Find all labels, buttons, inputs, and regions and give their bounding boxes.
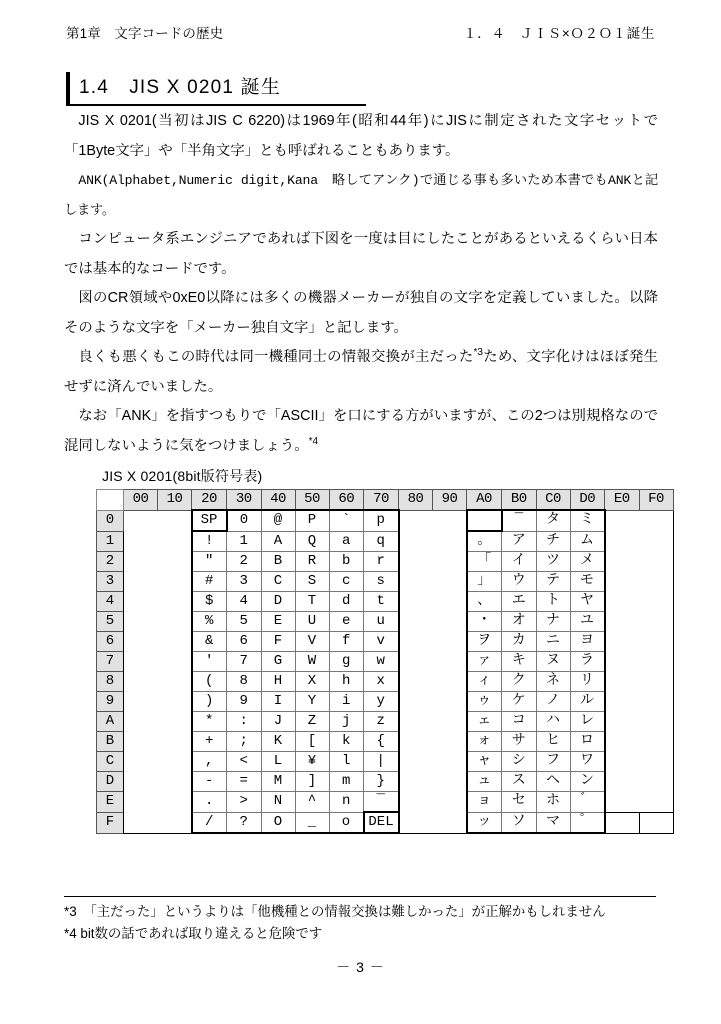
- table-control-region-c0: [124, 510, 192, 833]
- table-cell-C07: ヌ: [536, 652, 570, 672]
- table-col-header-F0: F0: [639, 490, 673, 511]
- table-row-header-E: E: [97, 792, 124, 813]
- table-cell-C01: チ: [536, 531, 570, 552]
- paragraph-3: コンピュータ系エンジニアであれば下図を一度は目にしたことがあるといえるくらい日本では基本的なコードです。: [64, 231, 658, 277]
- table-cell-508: X: [295, 672, 329, 692]
- table-cell-A0D: ュ: [467, 772, 502, 792]
- table-cell-60D: m: [329, 772, 364, 792]
- table-cell-509: Y: [295, 692, 329, 712]
- section-heading: 1.4 JIS X 0201 誕生: [66, 72, 366, 106]
- table-cell-A00: [467, 510, 502, 531]
- table-cell-702: r: [364, 552, 399, 572]
- table-cell-506: V: [295, 632, 329, 652]
- paragraph-2-text: ANK(Alphabet,Numeric digit,Kana 略してアンク)で通じる事も多いため本書でもANKと記します。: [64, 173, 658, 218]
- table-cell-D07: ラ: [570, 652, 605, 672]
- table-row-header-D: D: [97, 772, 124, 792]
- table-col-header-20: 20: [192, 490, 227, 511]
- table-corner-cell: [97, 490, 124, 511]
- table-cell-D03: モ: [570, 572, 605, 592]
- table-cell-201: !: [192, 531, 227, 552]
- table-cell-50B: [: [295, 732, 329, 752]
- table-cell-C05: ナ: [536, 612, 570, 632]
- table-cell-207: ': [192, 652, 227, 672]
- table-cell-A07: ァ: [467, 652, 502, 672]
- table-cell-401: A: [261, 531, 295, 552]
- table-cell-20C: ,: [192, 752, 227, 772]
- table-cell-D01: ム: [570, 531, 605, 552]
- table-cell-B04: エ: [502, 592, 537, 612]
- table-cell-D0E: ゛: [570, 792, 605, 813]
- paragraph-6-text: なお「ANK」を指すつもりで「ASCII」を口にする方がいますが、この2つは別規格なので混同しないように気をつけましょう。: [64, 408, 658, 454]
- table-cell-50F: _: [295, 812, 329, 833]
- table-cell-C0F: マ: [536, 812, 570, 833]
- table-cell-407: G: [261, 652, 295, 672]
- table-cell-D0C: ワ: [570, 752, 605, 772]
- footnotes: [64, 901, 664, 945]
- table-row-header-2: 2: [97, 552, 124, 572]
- paragraph-1: JIS X 0201(当初はJIS C 6220)は1969年(昭和44年)にJISに制定された文字セットで「1Byte文字」や「半角文字」とも呼ばれることもあります。: [64, 113, 658, 159]
- table-cell-300: 0: [227, 510, 262, 531]
- table-cell-60B: k: [329, 732, 364, 752]
- table-cell-B09: ケ: [502, 692, 537, 712]
- table-cell-60A: j: [329, 712, 364, 732]
- paragraph-5-text: 良くも悪くもこの時代は同一機種同士の情報交換が主だった: [78, 349, 474, 365]
- table-col-header-10: 10: [158, 490, 192, 511]
- table-cell-500: P: [295, 510, 329, 531]
- table-cell-302: 2: [227, 552, 262, 572]
- table-cell-C02: ツ: [536, 552, 570, 572]
- table-cell-C0D: ヘ: [536, 772, 570, 792]
- table-cell-507: W: [295, 652, 329, 672]
- footnote-4: *4 bit数の話であれば取り違えると危険です: [64, 926, 323, 941]
- table-col-header-E0: E0: [605, 490, 640, 511]
- table-cell-B06: カ: [502, 632, 537, 652]
- table-row-header-C: C: [97, 752, 124, 772]
- paragraph-5: [64, 343, 658, 402]
- table-cell-703: s: [364, 572, 399, 592]
- table-cell-D0F: ゜: [570, 812, 605, 833]
- table-cell-20E: .: [192, 792, 227, 813]
- paragraph-2: [64, 166, 658, 225]
- table-cell-C06: ニ: [536, 632, 570, 652]
- table-cell-503: S: [295, 572, 329, 592]
- table-cell-B07: キ: [502, 652, 537, 672]
- table-cell-C04: ト: [536, 592, 570, 612]
- table-cell-304: 4: [227, 592, 262, 612]
- table-cell-A02: 「: [467, 552, 502, 572]
- table-cell-306: 6: [227, 632, 262, 652]
- table-cell-601: a: [329, 531, 364, 552]
- paragraph-6: [64, 402, 658, 461]
- paragraph-4: 図のCR領域や0xE0以降には多くの機器メーカーが独自の文字を定義していました。以降そのような文字を「メーカー独自文字」と記します。: [64, 290, 658, 336]
- table-row-header-3: 3: [97, 572, 124, 592]
- table-cell-600: `: [329, 510, 364, 531]
- table-col-header-C0: C0: [536, 490, 570, 511]
- table-row: [97, 510, 674, 531]
- table-cell-70D: }: [364, 772, 399, 792]
- table-cell-208: (: [192, 672, 227, 692]
- table-cell-60C: l: [329, 752, 364, 772]
- table-cell-A05: ・: [467, 612, 502, 632]
- table-cell-30C: <: [227, 752, 262, 772]
- table-cell-B0D: ス: [502, 772, 537, 792]
- table-cell-C0A: ハ: [536, 712, 570, 732]
- table-cell-305: 5: [227, 612, 262, 632]
- table-cell-30D: =: [227, 772, 262, 792]
- table-cell-605: e: [329, 612, 364, 632]
- table-cell-409: I: [261, 692, 295, 712]
- table-cell-50C: ¥: [295, 752, 329, 772]
- table-cell-A0A: ェ: [467, 712, 502, 732]
- table-cell-30E: >: [227, 792, 262, 813]
- table-cell-40D: M: [261, 772, 295, 792]
- table-cell-70E: ‾: [364, 792, 399, 813]
- table-cell-40F: O: [261, 812, 295, 833]
- table-col-header-40: 40: [261, 490, 295, 511]
- table-cell-C0E: ホ: [536, 792, 570, 813]
- table-cell-C03: テ: [536, 572, 570, 592]
- running-header-chapter: 第1章 文字コードの歴史: [66, 26, 224, 41]
- table-cell-609: i: [329, 692, 364, 712]
- table-cell-E0F: [605, 812, 640, 833]
- table-cell-309: 9: [227, 692, 262, 712]
- footnote-divider: [64, 896, 656, 897]
- table-cell-404: D: [261, 592, 295, 612]
- table-cell-206: &: [192, 632, 227, 652]
- table-cell-A08: ィ: [467, 672, 502, 692]
- running-header-section: １．４ ＪＩＳ×Ｏ２Ｏ１誕生: [463, 26, 655, 41]
- table-cell-501: Q: [295, 531, 329, 552]
- table-col-header-60: 60: [329, 490, 364, 511]
- table-cell-20F: /: [192, 812, 227, 833]
- table-cell-20B: +: [192, 732, 227, 752]
- table-cell-502: R: [295, 552, 329, 572]
- table-cell-B08: ク: [502, 672, 537, 692]
- table-cell-30B: ;: [227, 732, 262, 752]
- table-cell-D0A: レ: [570, 712, 605, 732]
- table-cell-70B: {: [364, 732, 399, 752]
- table-cell-50E: ^: [295, 792, 329, 813]
- table-cell-603: c: [329, 572, 364, 592]
- table-cell-707: w: [364, 652, 399, 672]
- table-cell-B02: イ: [502, 552, 537, 572]
- table-cell-60F: o: [329, 812, 364, 833]
- table-cell-C00: タ: [536, 510, 570, 531]
- table-caption: JIS X 0201(8bit版符号表): [102, 468, 263, 484]
- table-row-header-9: 9: [97, 692, 124, 712]
- table-cell-C09: ノ: [536, 692, 570, 712]
- table-cell-20D: -: [192, 772, 227, 792]
- table-cell-B03: ウ: [502, 572, 537, 592]
- table-cell-607: g: [329, 652, 364, 672]
- footnote-3: *3 「主だった」というよりは「他機種との情報交換は難しかった」が正解かもしれません: [64, 904, 606, 919]
- table-row-header-8: 8: [97, 672, 124, 692]
- table-cell-D09: ル: [570, 692, 605, 712]
- table-cell-209: ): [192, 692, 227, 712]
- table-cell-705: u: [364, 612, 399, 632]
- table-cell-50D: ]: [295, 772, 329, 792]
- table-col-header-B0: B0: [502, 490, 537, 511]
- table-cell-A04: 、: [467, 592, 502, 612]
- table-col-header-00: 00: [124, 490, 158, 511]
- table-header-row: [97, 490, 674, 511]
- paragraph-5-text-cont: ため、文字化けはほぼ発生せずに済んでいました。: [64, 349, 658, 395]
- table-cell-303: 3: [227, 572, 262, 592]
- table-body: [97, 510, 674, 833]
- table-cell-B0B: サ: [502, 732, 537, 752]
- table-cell-205: %: [192, 612, 227, 632]
- table-row-header-1: 1: [97, 531, 124, 552]
- table-cell-C0C: フ: [536, 752, 570, 772]
- table-cell-40B: K: [261, 732, 295, 752]
- table-cell-704: t: [364, 592, 399, 612]
- table-cell-604: d: [329, 592, 364, 612]
- table-cell-405: E: [261, 612, 295, 632]
- table-head: [97, 490, 674, 511]
- table-cell-701: q: [364, 531, 399, 552]
- table-row-header-7: 7: [97, 652, 124, 672]
- table-cell-B05: オ: [502, 612, 537, 632]
- table-cell-D05: ユ: [570, 612, 605, 632]
- table-cell-70A: z: [364, 712, 399, 732]
- jis-code-table-block: [96, 466, 674, 834]
- table-col-header-90: 90: [433, 490, 467, 511]
- table-cell-709: y: [364, 692, 399, 712]
- table-control-region-c1: [399, 510, 467, 833]
- table-cell-408: H: [261, 672, 295, 692]
- table-cell-30A: :: [227, 712, 262, 732]
- table-col-header-50: 50: [295, 490, 329, 511]
- body-copy: [64, 107, 658, 461]
- table-cell-D00: ミ: [570, 510, 605, 531]
- table-row-header-A: A: [97, 712, 124, 732]
- table-cell-D08: リ: [570, 672, 605, 692]
- table-cell-20A: *: [192, 712, 227, 732]
- table-cell-40A: J: [261, 712, 295, 732]
- table-col-header-D0: D0: [570, 490, 605, 511]
- table-cell-202: ": [192, 552, 227, 572]
- table-cell-402: B: [261, 552, 295, 572]
- table-cell-A0B: ォ: [467, 732, 502, 752]
- table-cell-400: @: [261, 510, 295, 531]
- table-cell-A09: ゥ: [467, 692, 502, 712]
- table-cell-40C: L: [261, 752, 295, 772]
- table-cell-700: p: [364, 510, 399, 531]
- table-cell-C0B: ヒ: [536, 732, 570, 752]
- table-cell-706: v: [364, 632, 399, 652]
- table-row-header-5: 5: [97, 612, 124, 632]
- table-cell-F0F: [639, 812, 673, 833]
- table-cell-C08: ネ: [536, 672, 570, 692]
- running-header: [66, 22, 655, 42]
- table-cell-A01: 。: [467, 531, 502, 552]
- table-cell-A0E: ョ: [467, 792, 502, 813]
- table-cell-B00: ‾: [502, 510, 537, 531]
- table-row-header-0: 0: [97, 510, 124, 531]
- footnote-marker-4: *4: [308, 435, 319, 447]
- table-row-header-B: B: [97, 732, 124, 752]
- table-cell-204: $: [192, 592, 227, 612]
- table-cell-708: x: [364, 672, 399, 692]
- table-row-header-6: 6: [97, 632, 124, 652]
- table-cell-200: SP: [192, 510, 227, 531]
- table-cell-40E: N: [261, 792, 295, 813]
- table-cell-301: 1: [227, 531, 262, 552]
- table-row-header-F: F: [97, 812, 124, 833]
- table-cell-602: b: [329, 552, 364, 572]
- table-cell-A0C: ャ: [467, 752, 502, 772]
- table-cell-505: U: [295, 612, 329, 632]
- table-col-header-70: 70: [364, 490, 399, 511]
- table-row-header-4: 4: [97, 592, 124, 612]
- table-cell-D06: ヨ: [570, 632, 605, 652]
- table-vendor-region: [605, 510, 674, 812]
- footnote-marker-3: *3: [473, 347, 483, 359]
- table-cell-A06: ヲ: [467, 632, 502, 652]
- table-cell-308: 8: [227, 672, 262, 692]
- table-cell-D04: ヤ: [570, 592, 605, 612]
- table-cell-307: 7: [227, 652, 262, 672]
- table-cell-B0A: コ: [502, 712, 537, 732]
- table-cell-70F: DEL: [364, 812, 399, 833]
- table-cell-D02: メ: [570, 552, 605, 572]
- table-cell-406: F: [261, 632, 295, 652]
- table-cell-504: T: [295, 592, 329, 612]
- table-cell-A0F: ッ: [467, 812, 502, 833]
- table-cell-D0D: ン: [570, 772, 605, 792]
- table-cell-30F: ?: [227, 812, 262, 833]
- table-cell-606: f: [329, 632, 364, 652]
- table-cell-B0E: セ: [502, 792, 537, 813]
- table-cell-70C: |: [364, 752, 399, 772]
- table-col-header-A0: A0: [467, 490, 502, 511]
- table-cell-A03: 」: [467, 572, 502, 592]
- jis-x-0201-code-table: [96, 489, 674, 834]
- table-cell-B0C: シ: [502, 752, 537, 772]
- page-number: － 3 －: [336, 959, 385, 975]
- table-cell-203: #: [192, 572, 227, 592]
- table-cell-60E: n: [329, 792, 364, 813]
- table-col-header-30: 30: [227, 490, 262, 511]
- table-cell-50A: Z: [295, 712, 329, 732]
- table-cell-608: h: [329, 672, 364, 692]
- table-cell-B01: ア: [502, 531, 537, 552]
- table-cell-403: C: [261, 572, 295, 592]
- table-cell-B0F: ソ: [502, 812, 537, 833]
- table-cell-D0B: ロ: [570, 732, 605, 752]
- table-col-header-80: 80: [399, 490, 433, 511]
